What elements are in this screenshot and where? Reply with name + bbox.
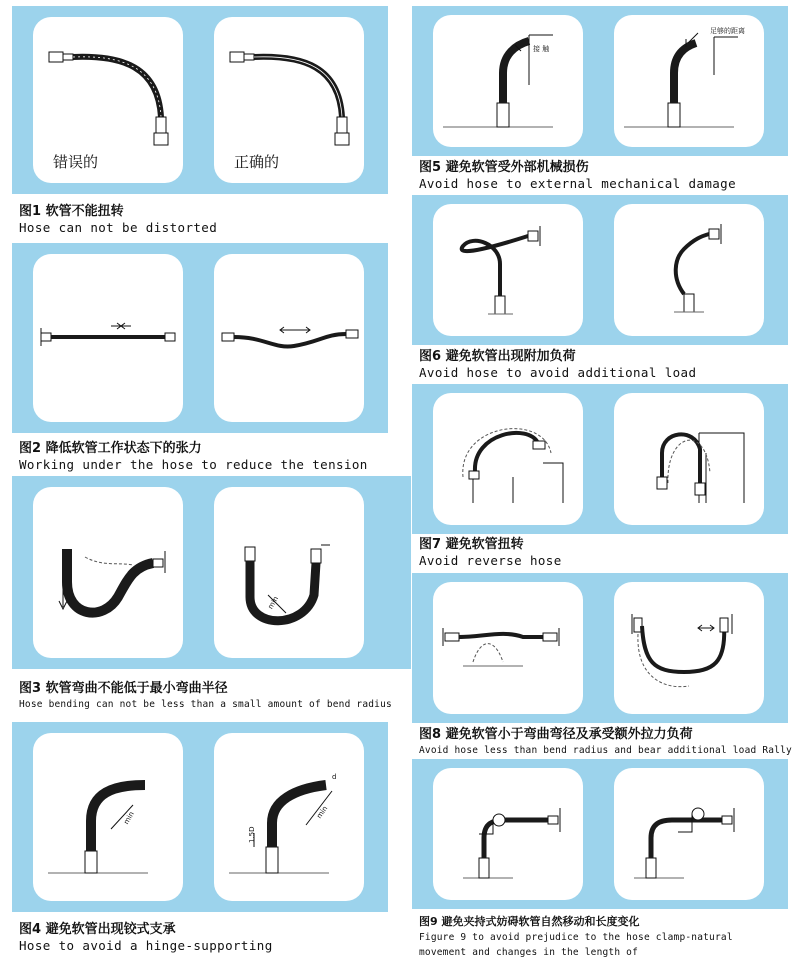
- figure-3-title-zh: 图3 软管弯曲不能低于最小弯曲半径: [19, 681, 228, 696]
- min-mark-4b: min: [315, 804, 330, 821]
- clamp-bad-illustration: [433, 768, 583, 900]
- min-mark-4a: min: [122, 810, 136, 826]
- figure-3-title-en: Hose bending can not be less than a small amount of bend radius: [19, 699, 392, 710]
- d-mark: d: [332, 773, 337, 781]
- reverse-twist-good-illustration: [614, 393, 764, 525]
- figure-2-left-card: [33, 254, 183, 422]
- figure-4-right-card: [214, 733, 364, 901]
- figure-5-panel: [412, 6, 788, 156]
- figure-8-title-en: Avoid hose less than bend radius and bear additional load Rally: [419, 745, 792, 756]
- figure-5-caption: [419, 160, 800, 191]
- figure-4-title-en: Hose to avoid a hinge-supporting: [19, 938, 273, 953]
- figure-4-title-zh: 图4 避免软管出现铰式支承: [19, 922, 176, 937]
- distance-note: 足够的距离: [710, 27, 745, 35]
- figure-6-panel: [412, 195, 788, 345]
- figure-4-caption: [19, 922, 409, 953]
- figure-6-left-card: [433, 204, 583, 336]
- figure-9-panel: [412, 759, 788, 909]
- figure-3-right-card: [214, 487, 364, 658]
- figure-7-left-card: [433, 393, 583, 525]
- figure-5-right-card: [614, 15, 764, 147]
- extra-load-bad-illustration: [433, 582, 583, 714]
- figure-2-title-en: Working under the hose to reduce the tension: [19, 457, 368, 472]
- figure-2-right-card: [214, 254, 364, 422]
- figure-2-title-zh: 图2 降低软管工作状态下的张力: [19, 441, 202, 456]
- figure-4-panel: [12, 722, 388, 912]
- hinge-support-good-illustration: [214, 733, 364, 901]
- figure-5-left-card: [433, 15, 583, 147]
- figure-1-title-en: Hose can not be distorted: [19, 220, 218, 235]
- figure-7-title-en: Avoid reverse hose: [419, 553, 562, 568]
- figure-6-title-zh: 图6 避免软管出现附加负荷: [419, 349, 576, 364]
- figure-7-title-zh: 图7 避免软管扭转: [419, 537, 524, 552]
- figure-3-caption: [19, 681, 419, 712]
- figure-1-caption: [19, 204, 409, 235]
- slack-hose-illustration: [214, 254, 364, 422]
- taut-hose-illustration: [33, 254, 183, 422]
- extra-load-good-illustration: [614, 582, 764, 714]
- figure-1-title-zh: 图1 软管不能扭转: [19, 204, 124, 219]
- wrong-label: 错误的: [53, 153, 99, 171]
- figure-9-right-card: [614, 768, 764, 900]
- figure-3-panel: [12, 476, 411, 669]
- one-five-d-mark: 1.5D: [248, 826, 256, 843]
- figure-8-caption: [419, 727, 800, 758]
- figure-8-panel: [412, 573, 788, 723]
- figure-2-panel: [12, 243, 388, 433]
- figure-6-right-card: [614, 204, 764, 336]
- figure-9-title-zh: 图9 避免夹持式妨碍软管自然移动和长度变化: [419, 915, 640, 928]
- figure-6-title-en: Avoid hose to avoid additional load: [419, 365, 697, 380]
- right-label: 正确的: [234, 153, 280, 171]
- safe-distance-illustration: [614, 15, 764, 147]
- figure-8-title-zh: 图8 避免软管小于弯曲弯径及承受额外拉力负荷: [419, 727, 693, 742]
- figure-5-title-en: Avoid hose to external mechanical damage: [419, 176, 737, 191]
- min-mark: min: [266, 595, 281, 611]
- contact-damage-illustration: [433, 15, 583, 147]
- figure-9-caption: [419, 914, 800, 960]
- clamp-good-illustration: [614, 768, 764, 900]
- additional-load-bad-illustration: [433, 204, 583, 336]
- figure-8-left-card: [433, 582, 583, 714]
- figure-5-title-zh: 图5 避免软管受外部机械损伤: [419, 160, 589, 175]
- figure-9-title-en-line1: Figure 9 to avoid prejudice to the hose clamp-natural: [419, 932, 733, 943]
- figure-9-title-en-line2: movement and changes in the length of: [419, 947, 639, 958]
- tight-bend-illustration: [33, 487, 183, 658]
- reverse-twist-bad-illustration: [433, 393, 583, 525]
- figure-8-right-card: [614, 582, 764, 714]
- figure-1-panel: [12, 6, 388, 194]
- figure-2-caption: [19, 441, 409, 472]
- figure-7-right-card: [614, 393, 764, 525]
- proper-bend-illustration: [214, 487, 364, 658]
- figure-1-wrong-card: [33, 17, 183, 183]
- figure-3-left-card: [33, 487, 183, 658]
- figure-4-left-card: [33, 733, 183, 901]
- hinge-support-bad-illustration: [33, 733, 183, 901]
- figure-7-caption: [419, 537, 800, 568]
- figure-1-right-card: [214, 17, 364, 183]
- figure-6-caption: [419, 349, 800, 380]
- figure-7-panel: [412, 384, 788, 534]
- contact-note: 接 触: [533, 45, 550, 53]
- additional-load-good-illustration: [614, 204, 764, 336]
- figure-9-left-card: [433, 768, 583, 900]
